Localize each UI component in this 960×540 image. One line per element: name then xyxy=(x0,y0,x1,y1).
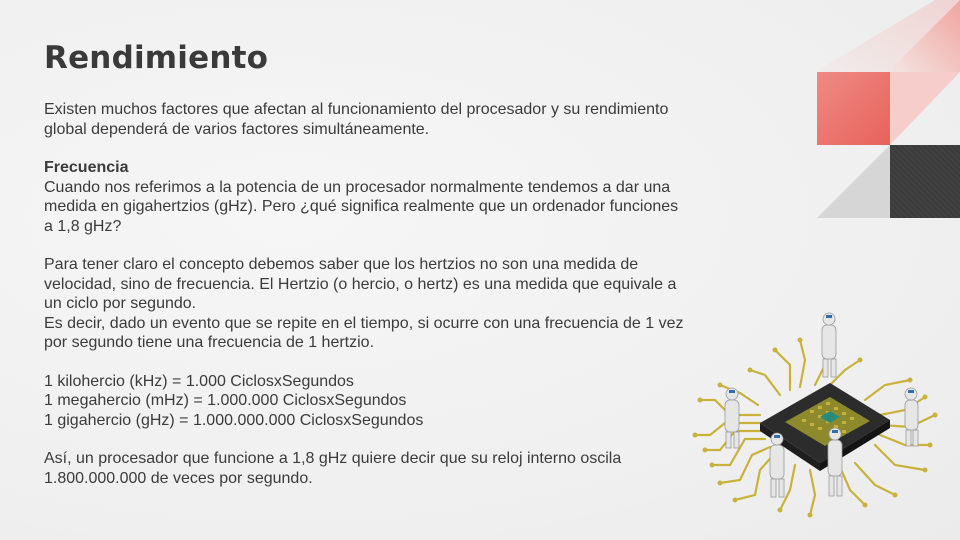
decorative-dark-square xyxy=(890,145,960,218)
para1-line-3: a 1,8 gHz? xyxy=(44,217,122,235)
decorative-triangle-top xyxy=(815,0,960,72)
decorative-red-square xyxy=(817,72,890,145)
intro-line-1: Existen muchos factores que afectan al funcionamiento del procesador y su rendimiento xyxy=(44,101,669,118)
unit-ghz: 1 gigahercio (gHz) = 1.000.000.000 CiclosxSegundos xyxy=(44,411,424,429)
decorative-pink-triangle xyxy=(890,72,960,145)
para2-line-1: Para tener claro el concepto debemos saber que los hertzios no son una medida de xyxy=(44,256,639,273)
para1-line-1: Cuando nos referimos a la potencia de un procesador normalmente tendemos a dar una xyxy=(44,178,671,196)
cpu-chip-with-technicians-icon xyxy=(690,305,950,520)
para1-line-2: medida en gigahertzios (gHz). Pero ¿qué significa realmente que un ordenador funciones xyxy=(44,198,679,215)
unit-mhz: 1 megahercio (mHz) = 1.000.000 CiclosxSegundos xyxy=(44,392,407,409)
decorative-dark-triangle xyxy=(817,145,890,218)
unit-khz: 1 kilohercio (kHz) = 1.000 CiclosxSegundos xyxy=(44,372,354,390)
para2-line-4: Es decir, dado un evento que se repite en el tiempo, si ocurre con una frecuencia de 1 vez xyxy=(44,314,684,332)
conclusion-line-1: Así, un procesador que funcione a 1,8 gHz quiere decir que su reloj interno oscila xyxy=(44,450,622,467)
para2-line-5: por segundo tiene una frecuencia de 1 hertzio. xyxy=(44,334,375,351)
para2-line-3: un ciclo por segundo. xyxy=(44,295,197,312)
conclusion-line-2: 1.800.000.000 de veces por segundo. xyxy=(44,469,313,487)
slide-body xyxy=(44,100,774,488)
section-heading: Frecuencia xyxy=(44,159,129,176)
intro-line-2: global dependerá de varios factores simultáneamente. xyxy=(44,120,430,138)
para2-line-2: velocidad, sino de frecuencia. El Hertzio (o hercio, o hertz) es una medida que equivale a xyxy=(44,275,677,293)
slide-title: Rendimiento xyxy=(44,40,269,76)
